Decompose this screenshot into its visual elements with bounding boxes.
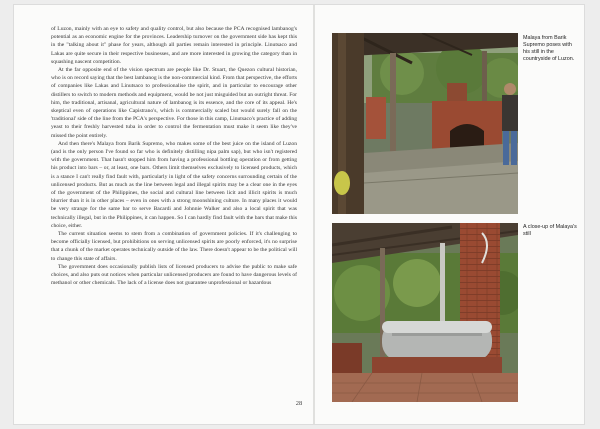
- photo-caption: Malaya from Barik Supremo poses with his still in the countryside of Luzon.: [523, 35, 575, 62]
- body-paragraph: And then there's Malaya from Barik Supremo, who makes some of the best juice on the island of Luzon (and is the only person I've found so far who is definitely distilling nipa palm sap), but who isn't registered with the government. That hasn't stopped him from having a professional bottling operation or from getting his product into bars – or, at least, one bars. Others limit themselves exclusively to licensed products, which is a stance I can't really find fault with, particularly in light of the safety concerns surrounding certain of the unlicensed products. But as much as the line between legal and illegal spirits may be a clear one in the eyes of the government of the Philippines, the social and cultural line between licit and illicit spirits is much blurrier than it is in other places – even in ones with a strong moonshining culture. In many places it would be very strange for the same bar to serve Bacardi and Johnnie Walker and also a local spirit that was technically illegal, but in the Philippines, it can happen. So I can hardly find fault with the bars that make this choice, either.: [51, 140, 297, 229]
- photo-still-closeup-image: [332, 223, 518, 402]
- book-gutter: [313, 5, 315, 424]
- body-paragraph: of Luzon, mainly with an eye to safety and quality control, but also because the PCA recognised lambanog's potential as an economic engine for the provinces. Leadership turnover on the government side has kept this in the "talking about it" phase for years, although all parties remain interested in principle. Linutsaco and Lakas are quite secure in their respective businesses, and are more interested in growing the category than in squashing nascent competition.: [51, 26, 297, 65]
- photo-malaya-with-still: [332, 33, 518, 214]
- body-paragraph: The current situation seems to stem from a combination of government policies. If it's challenging to become officially licensed, but prohibitions on serving unlicensed spirits are poorly enforced, it's no surprise that a chunk of the market operates technically outside of the law. There doesn't appear to be the political will to change this state of affairs.: [51, 231, 297, 262]
- body-paragraph: The government does occasionally publish lists of licensed producers to advise the public to make safe choices, and also puts out notices when particular unlicensed producers are found to have dangerous levels of methanol or other chemicals. The lack of a license does not guarantee unprofessional or hazardous: [51, 263, 297, 287]
- body-paragraph: At the far opposite end of the vision spectrum are people like Dr. Stuart, the Quezon cultural historian, who is on record saying that the best lambanog is the non-commercial kind. From that perspective, the efforts of companies like Lakas and Linutsaco to professionalise the spirit, and in particular to encourage other distillers to switch to modern methods and equipment, would be not just misguided but an outright threat. For him, the traditional, artisanal, agricultural nature of lambanog is its essence, and the core of its appeal. He's skeptical even of operations like Capistrano's, which is commercially scaled but would surely fall on the 'traditional' side of the line from the PCA's perspective. For those in this camp, Linutsaco's practice of adding yeast to their freshly harvested tuba in order to control the fermentation must make it seem like they've missed the point entirely.: [51, 67, 297, 139]
- photo-still-closeup: [332, 223, 518, 402]
- photo-caption: A close-up of Malaya's still: [523, 224, 577, 237]
- left-page-text: [51, 25, 297, 410]
- page-number: 28: [295, 400, 303, 407]
- book-spread: [13, 4, 585, 425]
- photo-malaya-with-still-image: [332, 33, 518, 214]
